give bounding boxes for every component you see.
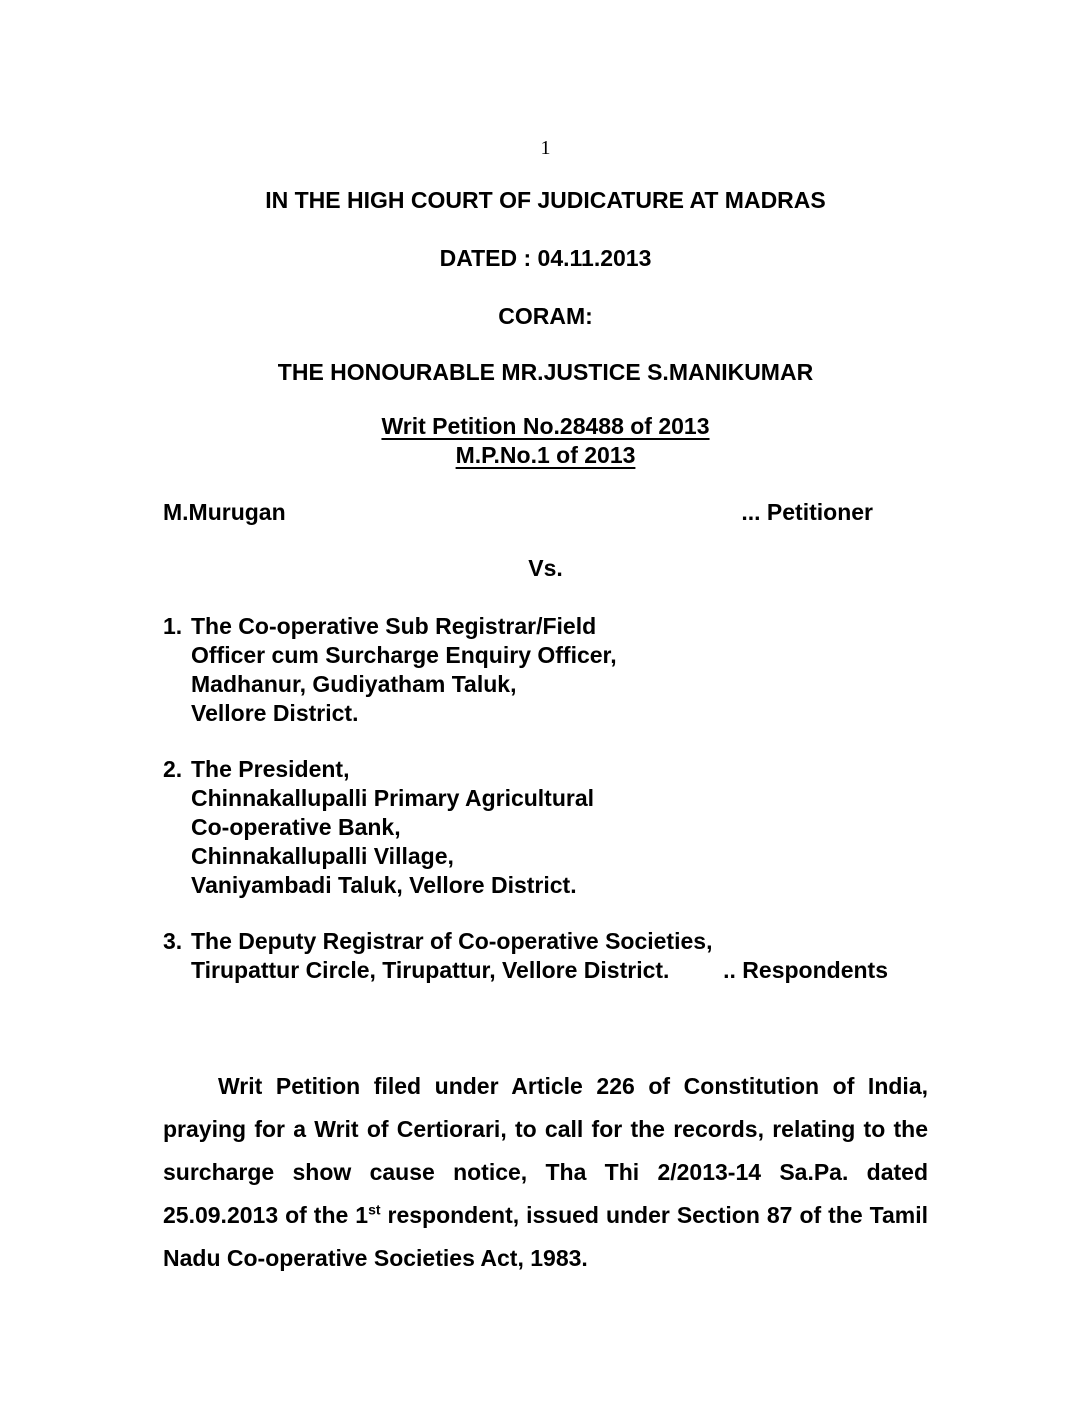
respondent-number: 1. (163, 613, 183, 639)
respondent-line: Co-operative Bank, (191, 814, 401, 840)
prayer-text-part1: Writ Petition filed under Article 226 of Constitution of India, praying for a Writ of Certiorari, to call for the records, relating to the surcharge show cause notice, Tha Thi 2/2013-14 Sa.Pa. dated 25.09.2013 of the 1 (163, 1073, 928, 1228)
respondent-item-1 (163, 612, 928, 728)
respondent-line: The Deputy Registrar of Co-operative Societies, (191, 928, 713, 954)
respondent-address (191, 927, 928, 985)
respondent-line: The Co-operative Sub Registrar/Field (191, 613, 597, 639)
respondent-line: Madhanur, Gudiyatham Taluk, (191, 671, 517, 697)
writ-petition-number: Writ Petition No.28488 of 2013 (381, 413, 710, 439)
respondent-line: Chinnakallupalli Village, (191, 843, 454, 869)
respondent-line: Vellore District. (191, 700, 359, 726)
respondent-line-row (191, 956, 928, 985)
coram-label: CORAM: (498, 303, 593, 329)
prayer-text-part2: respondent, issued under Section 87 of the Tamil Nadu Co-operative Societies Act, 1983. (163, 1202, 928, 1271)
respondent-line: Vaniyambadi Taluk, Vellore District. (191, 872, 577, 898)
respondent-item-2 (163, 755, 928, 900)
respondent-address (191, 612, 928, 728)
respondent-number: 2. (163, 756, 183, 782)
petitioner-name: M.Murugan (163, 499, 286, 525)
page-number: 1 (540, 137, 551, 159)
respondent-address (191, 755, 928, 900)
respondent-number: 3. (163, 928, 183, 954)
versus-label: Vs. (528, 555, 563, 581)
mp-number: M.P.No.1 of 2013 (455, 442, 636, 468)
respondent-line: Chinnakallupalli Primary Agricultural (191, 785, 595, 811)
respondents-label: .. Respondents (723, 957, 888, 983)
judge-name: THE HONOURABLE MR.JUSTICE S.MANIKUMAR (277, 359, 814, 385)
petitioner-label: ... Petitioner (741, 499, 873, 525)
respondent-item-3 (163, 927, 928, 985)
petitioner-row (163, 498, 928, 526)
petition-numbers (163, 412, 928, 470)
ordinal-superscript: st (368, 1201, 381, 1218)
prayer-paragraph (163, 1065, 928, 1280)
respondent-line: Tirupattur Circle, Tirupattur, Vellore District. (191, 957, 670, 983)
respondent-line: The President, (191, 756, 350, 782)
respondent-line: Officer cum Surcharge Enquiry Officer, (191, 642, 617, 668)
date-line: DATED : 04.11.2013 (439, 245, 652, 271)
court-title: IN THE HIGH COURT OF JUDICATURE AT MADRAS (265, 187, 826, 213)
